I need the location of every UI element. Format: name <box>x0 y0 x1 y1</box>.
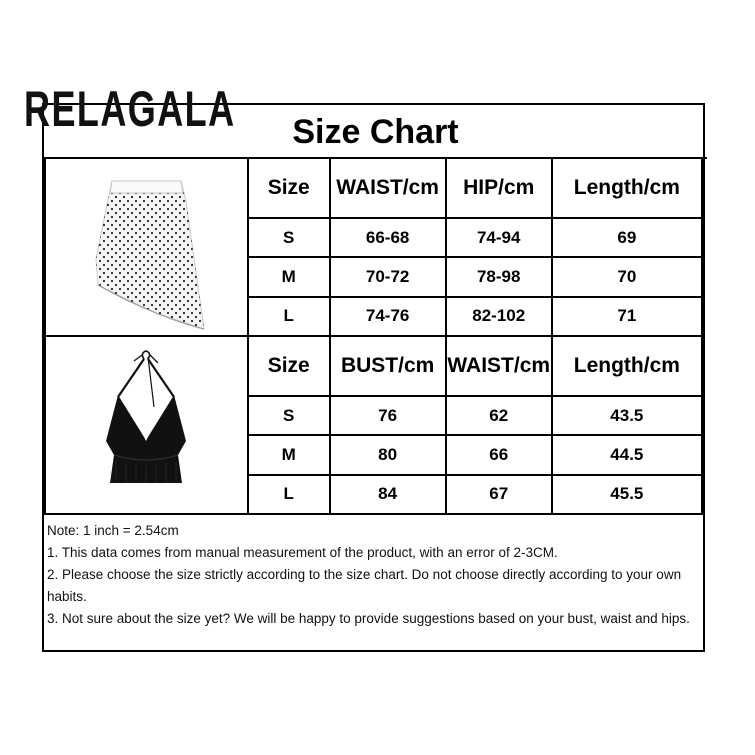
cell-length: 70 <box>552 257 702 296</box>
cell-bust: 84 <box>330 475 446 514</box>
cell-waist: 74-76 <box>330 297 446 336</box>
cell-size: M <box>248 257 330 296</box>
page-title: Size Chart <box>44 105 707 159</box>
header-hip: HIP/cm <box>446 158 552 218</box>
cell-size: L <box>248 475 330 514</box>
polka-dot-skirt-icon <box>46 159 246 335</box>
cell-bust: 76 <box>330 396 446 435</box>
size-chart-sheet <box>42 103 705 652</box>
top-image-cell <box>45 336 248 514</box>
cell-size: M <box>248 435 330 474</box>
size-table <box>44 157 703 515</box>
cell-hip: 74-94 <box>446 218 552 257</box>
cell-hip: 78-98 <box>446 257 552 296</box>
skirt-image-cell <box>45 158 248 336</box>
cell-waist: 66 <box>446 435 552 474</box>
header-size: Size <box>248 336 330 396</box>
black-halter-top-icon <box>46 337 246 513</box>
top-header-row <box>45 336 702 396</box>
cell-waist: 67 <box>446 475 552 514</box>
notes-section <box>47 520 703 630</box>
brand-logo: RELAGALA <box>24 81 236 137</box>
header-waist: WAIST/cm <box>446 336 552 396</box>
cell-waist: 62 <box>446 396 552 435</box>
cell-length: 71 <box>552 297 702 336</box>
header-waist: WAIST/cm <box>330 158 446 218</box>
cell-size: S <box>248 218 330 257</box>
note-item-3: 3. Not sure about the size yet? We will be happy to provide suggestions based on your bust, waist and hips. <box>47 611 690 626</box>
header-length: Length/cm <box>552 158 702 218</box>
cell-length: 69 <box>552 218 702 257</box>
note-conversion: Note: 1 inch = 2.54cm <box>47 523 179 538</box>
note-item-2: 2. Please choose the size strictly according to the size chart. Do not choose directly according to your own habits. <box>47 567 682 604</box>
cell-length: 43.5 <box>552 396 702 435</box>
cell-length: 45.5 <box>552 475 702 514</box>
cell-waist: 70-72 <box>330 257 446 296</box>
cell-length: 44.5 <box>552 435 702 474</box>
cell-size: S <box>248 396 330 435</box>
header-bust: BUST/cm <box>330 336 446 396</box>
cell-bust: 80 <box>330 435 446 474</box>
skirt-header-row <box>45 158 702 218</box>
header-length: Length/cm <box>552 336 702 396</box>
header-size: Size <box>248 158 330 218</box>
note-item-1: 1. This data comes from manual measurement of the product, with an error of 2-3CM. <box>47 545 558 560</box>
cell-hip: 82-102 <box>446 297 552 336</box>
cell-size: L <box>248 297 330 336</box>
cell-waist: 66-68 <box>330 218 446 257</box>
